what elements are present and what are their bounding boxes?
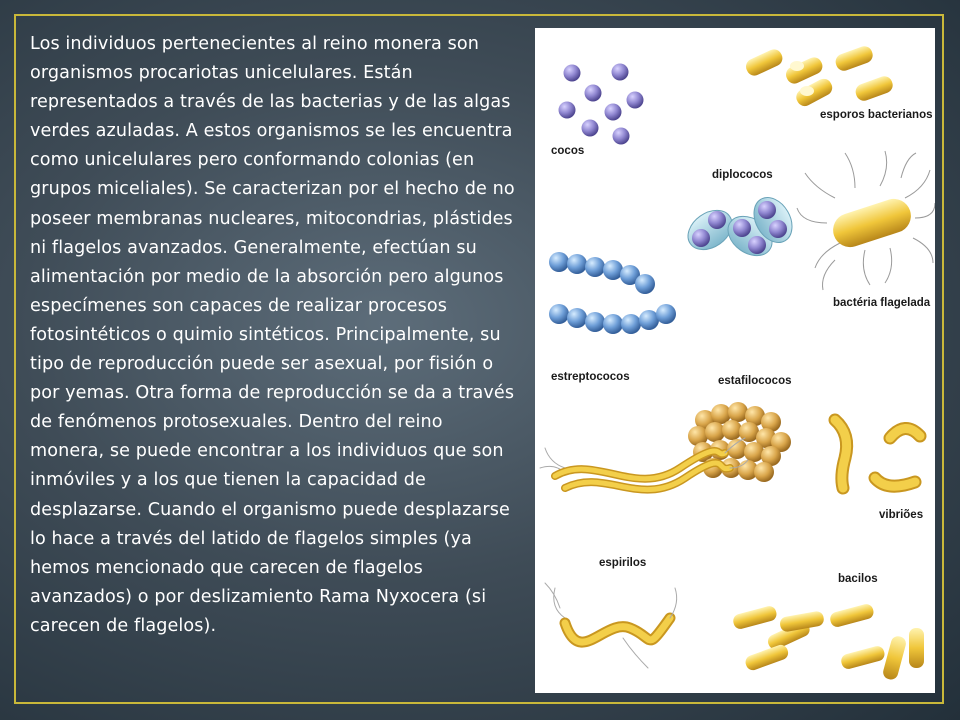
label-estreptococos: estreptococos: [551, 371, 630, 383]
bacteria-illustration: [535, 28, 935, 693]
esporos-group: [743, 44, 895, 109]
flagelada-body: [829, 194, 916, 251]
estreptococos-group: [549, 252, 676, 334]
bacteria-figure: [535, 28, 935, 693]
bacilos-group: [732, 603, 924, 681]
label-vibrioes: vibriões: [879, 509, 924, 521]
label-cocos: cocos: [551, 145, 585, 157]
label-espirilos: espirilos: [599, 557, 647, 569]
vibrioes-group: [835, 420, 920, 488]
label-estafilococos: estafilococos: [718, 375, 792, 387]
espirilos-lower-group: [545, 583, 677, 668]
body-text: Los individuos pertenecientes al reino monera son organismos procariotas unicelulares. Están representados a través de las bacterias y de las algas verdes azuladas. A estos organismos se les encuentra como unicelulares pero conformando colonias (en grupos miceliales). Se caracterizan por el hecho de no poseer membranas nucleares, mitocondrias, plástides ni flagelos avanzados. Generalmente, efectúan su alimentación por medio de la absorción pero algunos especímenes son capaces de realizar procesos fotosintéticos o quimio sintéticos. Principalmente, su tipo de reproducción puede ser asexual, por fisión o por yemas. Otra forma de reproducción se da a través de fenómenos protosexuales. Dentro del reino monera, se puede encontrar a los individuos que son inmóviles y a los que tienen la capacidad de desplazarse. Cuando el organismo puede desplazarse lo hace a través del latido de flagelos simples (ya hemos mencionado que carecen de flagelos avanzados) o por deslizamiento Rama Nyxocera (si carecen de flagelos).: [30, 34, 515, 636]
label-bacilos: bacilos: [838, 573, 878, 585]
label-flagelada: bactéria flagelada: [833, 297, 931, 309]
diplococos-group: [681, 191, 800, 264]
label-diplococos: diplococos: [712, 169, 773, 181]
cocos-group: [559, 64, 644, 145]
label-esporos: esporos bacterianos: [820, 109, 933, 121]
